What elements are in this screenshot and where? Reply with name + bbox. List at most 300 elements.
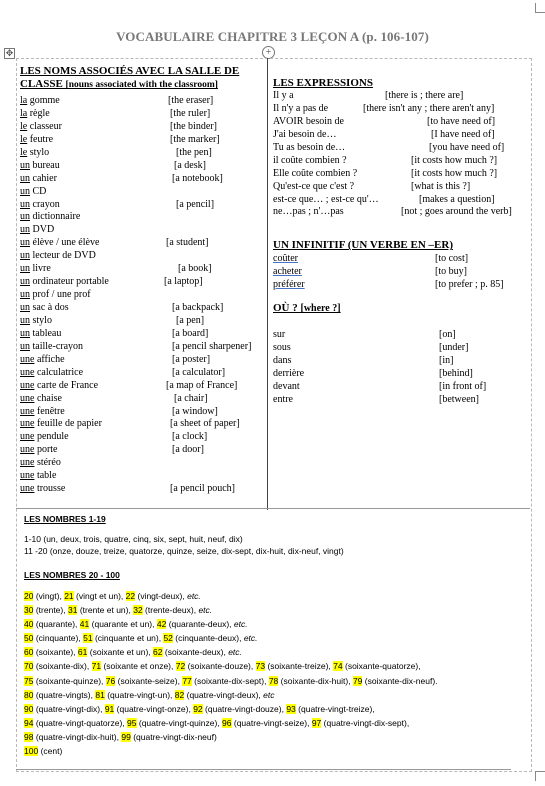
number-digits: 95: [127, 717, 137, 728]
noun-english: [a board]: [172, 327, 209, 339]
noun-french: [20, 160, 60, 173]
noun-row: [20, 393, 265, 406]
number-line: [24, 603, 524, 617]
expression-row: [273, 116, 528, 129]
noun-row: [20, 418, 265, 431]
infinitive-row: [273, 266, 528, 279]
noun-row: [20, 431, 265, 444]
noun-row: [20, 380, 265, 393]
noun-english: [a chair]: [174, 392, 208, 404]
noun-word: stylo: [30, 314, 52, 326]
preposition-english: [in front of]: [439, 380, 487, 392]
noun-word: bureau: [30, 159, 60, 171]
expression-row: [273, 155, 528, 168]
noun-word: fenêtre: [34, 405, 65, 417]
preposition-row: [273, 329, 528, 342]
noun-row: [20, 302, 265, 315]
number-digits: 21: [64, 591, 74, 601]
noun-french: [20, 134, 53, 147]
noun-word: CD: [30, 185, 47, 197]
number-words: (quatre-vingt-dix-neuf): [133, 731, 217, 742]
noun-row: [20, 173, 265, 186]
number-digits: 99: [121, 731, 131, 742]
number-digits: 50: [24, 633, 34, 644]
expression-row: [273, 129, 528, 142]
noun-word: ordinateur portable: [30, 276, 109, 288]
number-digits: 32: [133, 605, 143, 616]
noun-french: [20, 354, 65, 367]
number-line: [24, 631, 524, 645]
number-line: [24, 645, 524, 659]
etc-text: etc.: [233, 619, 248, 630]
infinitive-row: [273, 279, 528, 292]
number-words: (vingt),: [35, 591, 65, 601]
number-words: (soixante-quinze),: [35, 675, 106, 686]
number-digits: 75: [24, 675, 34, 686]
number-digits: 90: [24, 703, 34, 714]
preposition-row: [273, 381, 528, 394]
noun-word: dictionnaire: [30, 211, 81, 223]
number-digits: 79: [352, 675, 363, 686]
noun-english: [a window]: [172, 405, 218, 417]
expression-english: [it costs how much ?]: [411, 154, 498, 166]
expression-french: Elle coûte combien ?: [273, 167, 358, 179]
column-divider: [267, 58, 268, 510]
noun-word: pendule: [34, 431, 69, 443]
noun-english: [a pencil pouch]: [170, 483, 235, 495]
number-words: (soixante-dix-neuf).: [364, 675, 438, 686]
number-words: (vingt et un),: [76, 591, 126, 601]
number-words: (quatre-vingts),: [35, 689, 96, 700]
number-digits: 91: [104, 703, 115, 714]
number-digits: 30: [24, 605, 34, 616]
expression-row: [273, 103, 528, 116]
noun-row: [20, 121, 265, 134]
expression-french: il coûte combien ?: [273, 154, 347, 166]
noun-french: [20, 186, 46, 199]
number-digits: 41: [79, 619, 90, 630]
preposition-english: [between]: [439, 393, 479, 405]
noun-row: [20, 250, 265, 263]
noun-english: [a map of France]: [166, 379, 238, 391]
noun-article: une: [20, 366, 35, 378]
noun-article: un: [20, 276, 30, 288]
noun-french: [20, 211, 80, 224]
noun-article: un: [20, 263, 30, 275]
etc-text: etc.: [228, 647, 242, 658]
nouns-heading: [20, 65, 265, 92]
noun-article: un: [20, 224, 30, 236]
expression-french: Tu as besoin de…: [273, 141, 346, 153]
noun-article: une: [20, 392, 35, 404]
noun-english: [a book]: [178, 263, 212, 275]
number-digits: 96: [222, 717, 232, 728]
number-digits: 52: [163, 633, 173, 644]
add-column-icon[interactable]: +: [262, 46, 275, 59]
number-words: (soixante-quatorze),: [344, 661, 421, 672]
noun-row: [20, 483, 265, 496]
table-bottom-line: [16, 769, 511, 770]
number-words: (quatre-vingt-douze),: [205, 703, 287, 714]
noun-article: un: [20, 340, 30, 352]
number-words: (soixante et onze),: [103, 661, 176, 672]
noun-article: une: [20, 483, 35, 495]
nouns-heading-english: [nouns associated with the classroom]: [65, 80, 218, 90]
number-digits: 80: [24, 689, 34, 700]
noun-article: un: [20, 314, 30, 326]
noun-word: crayon: [30, 198, 60, 210]
expression-french: Il y a: [273, 90, 294, 101]
number-words: (soixante),: [35, 647, 78, 658]
noun-french: [20, 173, 57, 186]
where-heading-fr: OÙ ?: [273, 302, 301, 315]
number-words: (quatre-vingt-dix-huit),: [35, 731, 122, 742]
noun-row: [20, 367, 265, 380]
noun-french: [20, 431, 69, 444]
noun-row: [20, 263, 265, 276]
preposition-english: [on]: [439, 329, 456, 341]
nouns-heading-line1: LES NOMS ASSOCIÉS AVEC LA SALLE DE: [20, 65, 240, 77]
noun-french: [20, 418, 102, 431]
noun-row: [20, 328, 265, 341]
expression-english: [makes a question]: [419, 193, 495, 205]
noun-french: [20, 147, 49, 160]
noun-word: stylo: [27, 146, 50, 158]
number-words: (soixante-treize),: [267, 661, 334, 672]
number-digits: 81: [95, 689, 105, 700]
number-line: [24, 589, 524, 603]
noun-article: une: [20, 470, 35, 482]
noun-english: [a notebook]: [172, 172, 223, 184]
noun-french: [20, 393, 62, 406]
preposition-row: [273, 342, 528, 355]
numbers-1-10-line: 1-10 (un, deux, trois, quatre, cinq, six, sept, huit, neuf, dix): [24, 534, 243, 544]
number-words: (vingt-deux),: [137, 591, 188, 601]
noun-row: [20, 108, 265, 121]
number-words: (quatre-vingt-treize),: [298, 703, 375, 714]
noun-article: un: [20, 211, 30, 223]
nouns-list: [20, 95, 265, 496]
number-digits: 77: [182, 675, 192, 686]
noun-article: la: [20, 107, 28, 119]
number-words: (soixante-douze),: [187, 661, 256, 672]
noun-english: [the ruler]: [170, 107, 211, 119]
noun-article: une: [20, 418, 35, 430]
number-digits: 92: [193, 703, 203, 714]
etc-text: etc.: [198, 605, 213, 616]
number-words: (quatre-vingt-deux),: [186, 689, 264, 700]
noun-english: [a poster]: [172, 353, 211, 365]
number-digits: 51: [83, 633, 93, 644]
noun-english: [a desk]: [174, 159, 206, 171]
number-words: (quarante),: [35, 619, 80, 630]
number-words: (soixante-deux),: [164, 647, 229, 658]
preposition-french: derrière: [273, 368, 305, 379]
preposition-french: devant: [273, 380, 300, 392]
noun-french: [20, 328, 61, 341]
noun-article: le: [20, 133, 28, 145]
expression-english: [not ; goes around the verb]: [401, 206, 512, 218]
expression-row: [273, 194, 528, 207]
noun-row: [20, 237, 265, 250]
noun-row: [20, 315, 265, 328]
noun-word: trousse: [34, 483, 66, 495]
noun-english: [the binder]: [170, 120, 217, 132]
number-digits: 60: [24, 647, 34, 658]
noun-english: [a sheet of paper]: [170, 418, 240, 430]
noun-article: une: [20, 405, 35, 417]
number-words: (quatre-vingt-dix-sept),: [323, 717, 410, 728]
noun-article: un: [20, 289, 30, 301]
number-words: (quarante et un),: [91, 619, 157, 630]
preposition-row: [273, 368, 528, 381]
number-line: [24, 659, 524, 673]
number-digits: 70: [24, 661, 34, 672]
number-digits: 42: [156, 619, 167, 630]
noun-word: feutre: [27, 133, 54, 145]
expression-english: [I have need of]: [431, 128, 495, 140]
number-words: (quatre-vingt-onze),: [116, 703, 194, 714]
noun-french: [20, 470, 56, 483]
noun-word: porte: [34, 444, 58, 456]
noun-english: [the marker]: [170, 133, 220, 145]
noun-french: [20, 250, 96, 263]
expression-french: AVOIR besoin de: [273, 115, 344, 127]
number-words: (quatre-vingt-quatorze),: [35, 717, 128, 728]
noun-row: [20, 147, 265, 160]
expression-french: J'ai besoin de…: [273, 128, 337, 140]
noun-article: un: [20, 185, 30, 197]
number-digits: 74: [333, 661, 343, 672]
noun-french: [20, 199, 60, 212]
preposition-row: [273, 394, 528, 407]
number-line: [24, 730, 524, 744]
noun-row: [20, 186, 265, 199]
noun-row: [20, 354, 265, 367]
numbers-section: [24, 513, 524, 758]
preposition-english: [under]: [439, 342, 469, 354]
number-words: (cinquante),: [35, 633, 84, 644]
number-words: (soixante-dix-huit),: [280, 675, 353, 686]
expression-row: [273, 142, 528, 155]
noun-row: [20, 457, 265, 470]
noun-article: une: [20, 379, 35, 391]
noun-row: [20, 160, 265, 173]
number-line: [24, 674, 524, 688]
number-words: (soixante-dix-sept),: [194, 675, 269, 686]
expression-english: [there is ; there are]: [385, 90, 464, 101]
noun-french: [20, 302, 69, 315]
number-words: (trente),: [35, 605, 68, 616]
noun-row: [20, 276, 265, 289]
infinitive-verb: coûter: [273, 253, 298, 265]
expression-french: Il n'y a pas de: [273, 102, 329, 114]
noun-row: [20, 470, 265, 483]
page-corner-top: [535, 3, 545, 13]
preposition-french: sur: [273, 329, 286, 341]
number-digits: 62: [153, 647, 163, 658]
numbers-20-100-list: [24, 589, 524, 758]
number-line: [24, 688, 524, 702]
noun-french: [20, 224, 54, 237]
preposition-french: entre: [273, 393, 293, 405]
noun-word: affiche: [34, 353, 65, 365]
noun-article: un: [20, 250, 30, 262]
noun-french: [20, 380, 98, 393]
number-digits: 73: [255, 661, 266, 672]
noun-word: calculatrice: [34, 366, 84, 378]
number-line: [24, 702, 524, 716]
noun-article: une: [20, 444, 35, 456]
number-digits: 20: [24, 591, 34, 601]
nouns-heading-line2: CLASSE: [20, 78, 66, 90]
infinitive-row: [273, 253, 528, 266]
noun-word: livre: [30, 263, 51, 275]
noun-word: feuille de papier: [34, 418, 102, 430]
number-words: (soixante-dix),: [35, 661, 92, 672]
noun-article: un: [20, 237, 30, 249]
noun-french: [20, 367, 83, 380]
noun-article: le: [20, 146, 28, 158]
noun-article: un: [20, 172, 30, 184]
noun-french: [20, 444, 58, 457]
noun-row: [20, 199, 265, 212]
number-words: (quatre-vingt-un),: [107, 689, 175, 700]
infinitive-verb: acheter: [273, 266, 302, 278]
noun-english: [a backpack]: [172, 302, 224, 313]
number-words: (trente et un),: [79, 605, 134, 616]
infinitive-list: [273, 253, 528, 292]
number-digits: 72: [175, 661, 186, 672]
noun-french: [20, 95, 60, 108]
noun-word: taille-crayon: [30, 340, 84, 352]
expression-french: ne…pas ; n'…pas: [273, 206, 344, 218]
noun-french: [20, 406, 65, 419]
noun-word: règle: [27, 107, 50, 119]
noun-article: un: [20, 198, 30, 210]
noun-word: lecteur de DVD: [30, 250, 96, 262]
noun-word: carte de France: [34, 379, 99, 391]
number-words: (soixante et un),: [89, 647, 154, 658]
number-digits: 61: [77, 647, 88, 658]
noun-english: [a pen]: [176, 314, 205, 326]
noun-row: [20, 289, 265, 302]
noun-row: [20, 341, 265, 354]
number-digits: 40: [24, 619, 34, 630]
number-digits: 31: [67, 605, 78, 616]
noun-word: classeur: [27, 120, 62, 132]
numbers-1-19-heading: LES NOMBRES 1-19: [24, 514, 106, 524]
noun-english: [a door]: [172, 444, 204, 456]
noun-word: DVD: [30, 224, 55, 236]
infinitive-english: [to prefer ; p. 85]: [435, 279, 504, 291]
noun-french: [20, 237, 99, 250]
noun-word: cahier: [30, 172, 57, 184]
noun-word: stéréo: [34, 457, 61, 469]
infinitive-english: [to cost]: [435, 253, 469, 265]
noun-french: [20, 457, 61, 470]
noun-row: [20, 406, 265, 419]
number-digits: 76: [105, 675, 116, 686]
noun-french: [20, 483, 65, 496]
number-digits: 22: [125, 591, 136, 601]
expressions-heading: LES EXPRESSIONS: [273, 77, 373, 89]
noun-english: [the pen]: [176, 146, 212, 158]
number-words: (cinquante et un),: [94, 633, 164, 644]
noun-english: [a student]: [166, 237, 209, 249]
expressions-list: [273, 90, 528, 219]
expression-french: est-ce que… ; est-ce qu'…: [273, 193, 379, 205]
where-heading-en: [where ?]: [300, 303, 341, 315]
noun-word: tableau: [30, 327, 62, 339]
expression-row: [273, 90, 528, 103]
number-digits: 97: [311, 717, 322, 728]
expression-row: [273, 206, 528, 219]
number-words: (quatre-vingt-quinze),: [138, 717, 223, 728]
noun-english: [a clock]: [172, 431, 208, 443]
expression-row: [273, 168, 528, 181]
noun-english: [a calculator]: [172, 366, 226, 378]
etc-text: etc.: [243, 633, 258, 644]
noun-word: élève / une élève: [30, 237, 100, 249]
number-digits: 82: [174, 689, 185, 700]
expression-french: Qu'est-ce que c'est ?: [273, 180, 355, 192]
number-line: [24, 744, 524, 758]
number-words: (cent): [40, 746, 63, 757]
preposition-row: [273, 355, 528, 368]
noun-article: un: [20, 159, 30, 171]
preposition-french: dans: [273, 355, 292, 367]
noun-article: la: [20, 95, 28, 106]
noun-french: [20, 289, 91, 302]
number-digits: 78: [268, 675, 279, 686]
noun-row: [20, 134, 265, 147]
number-digits: 100: [24, 746, 39, 757]
move-handle-icon[interactable]: ✥: [5, 48, 14, 58]
page-title: VOCABULAIRE CHAPITRE 3 LEÇON A (p. 106-107): [116, 29, 429, 44]
expression-row: [273, 181, 528, 194]
number-words: (quatre-vingt-seize),: [233, 717, 312, 728]
noun-article: une: [20, 431, 35, 443]
expression-english: [what is this ?]: [411, 180, 471, 192]
infinitive-english: [to buy]: [435, 266, 467, 278]
number-words: (quatre-vingt-dix),: [35, 703, 105, 714]
where-list: [273, 329, 528, 407]
noun-french: [20, 263, 51, 276]
infinitive-heading: UN INFINITIF (UN VERBE EN –ER): [273, 239, 453, 252]
number-words: (soixante-seize),: [117, 675, 183, 686]
noun-english: [a pencil]: [176, 198, 215, 210]
noun-article: une: [20, 457, 35, 469]
noun-row: [20, 224, 265, 237]
number-words: (quarante-deux),: [168, 619, 234, 630]
noun-french: [20, 276, 109, 289]
expression-english: [there isn't any ; there aren't any]: [363, 102, 495, 114]
number-line: [24, 716, 524, 730]
noun-french: [20, 315, 52, 328]
noun-word: table: [34, 470, 57, 482]
preposition-english: [behind]: [439, 368, 473, 379]
preposition-english: [in]: [439, 355, 454, 367]
page-corner-bottom: [535, 771, 545, 781]
number-words: (cinquante-deux),: [175, 633, 244, 644]
noun-english: [the eraser]: [168, 95, 214, 106]
noun-row: [20, 211, 265, 224]
numbers-11-20-line: 11 -20 (onze, douze, treize, quatorze, quinze, seize, dix-sept, dix-huit, dix-neuf, vingt): [24, 546, 344, 556]
noun-word: chaise: [34, 392, 62, 404]
noun-french: [20, 108, 50, 121]
number-digits: 98: [24, 731, 34, 742]
